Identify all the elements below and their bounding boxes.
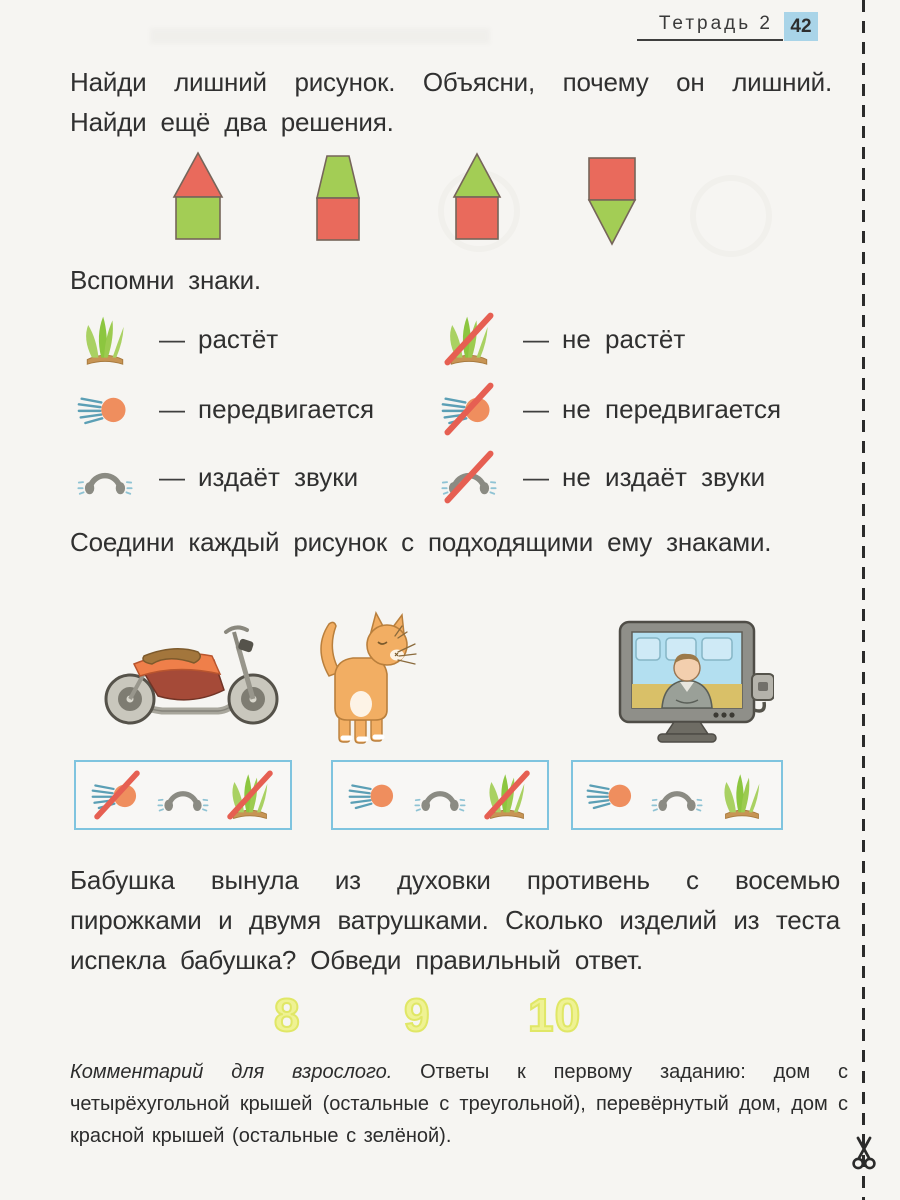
shape-house-trapezoid-roof[interactable] [311, 153, 365, 243]
bleed-through-text [150, 28, 490, 44]
task-connect-text: Соедини каждый рисунок с подходящими ему знаками. [70, 527, 772, 557]
answer-option-9[interactable]: 9 [404, 989, 431, 1041]
moves-icon [348, 769, 400, 821]
legend-label-moves: передвигается [198, 393, 375, 424]
grass-icon [716, 769, 768, 821]
sound-icon [651, 769, 703, 821]
moves-icon [586, 769, 638, 821]
moves-icon [77, 381, 133, 437]
shape-house-red-roof-green-body[interactable] [171, 150, 225, 242]
legend-label-grows: растёт [198, 323, 279, 354]
legend-dash: — [523, 461, 549, 492]
answer-option-8[interactable]: 8 [274, 989, 301, 1041]
legend-row-moves [64, 378, 374, 440]
task-grandma-text: Бабушка вынула из духовки противень с восемью пирожками и двумя ватрушками. Сколько изделий из теста испекла бабушка? Обведи правильный ответ. [70, 865, 840, 975]
adult-comment-text: Ответы к первому заданию: дом с четырёхугольной крышей (остальные с треугольной), перевёрнутый дом, дом с красной крышей (остальные с зелёной). [70, 1061, 848, 1147]
moves-crossed-icon [441, 381, 497, 437]
page-header [637, 12, 818, 41]
motorcycle-picture[interactable] [100, 612, 285, 735]
legend-dash: — [159, 461, 185, 492]
sign-box-3[interactable] [571, 760, 783, 830]
makes-sound-icon [77, 449, 133, 505]
adult-comment [70, 1056, 848, 1152]
page-number-badge: 42 [784, 12, 818, 41]
grass-icon [77, 311, 133, 367]
cut-line [862, 0, 865, 1200]
answer-option-10[interactable]: 10 [528, 989, 582, 1041]
legend-dash: — [159, 323, 185, 354]
cat-picture[interactable] [305, 608, 417, 753]
legend-label-sound: издаёт звуки [198, 461, 359, 492]
legend-row-sound [64, 446, 358, 508]
grass-crossed-icon [441, 311, 497, 367]
bleed-through-circle [690, 175, 772, 257]
legend-label-not-grows: не растёт [562, 323, 686, 354]
notebook-label: Тетрадь 2 [637, 13, 783, 41]
grass-crossed-icon [224, 769, 276, 821]
television-picture[interactable] [614, 618, 774, 753]
scissors-icon [852, 1136, 876, 1179]
legend-label-not-sound: не издаёт звуки [562, 461, 766, 492]
makes-sound-crossed-icon [441, 449, 497, 505]
legend-row-not-grows [428, 308, 685, 370]
sound-icon [414, 769, 466, 821]
sign-box-1[interactable] [74, 760, 292, 830]
legend-dash: — [523, 323, 549, 354]
legend-dash: — [159, 393, 185, 424]
grass-crossed-icon [481, 769, 533, 821]
sign-box-2[interactable] [331, 760, 549, 830]
shape-house-inverted[interactable] [586, 155, 638, 247]
moves-crossed-icon [91, 769, 143, 821]
legend-row-grows [64, 308, 278, 370]
legend-dash: — [523, 393, 549, 424]
legend-row-not-sound [428, 446, 765, 508]
task-find-odd-text: Найди лишний рисунок. Объясни, почему он лишний. Найди ещё два решения. [70, 67, 832, 137]
legend-row-not-moves [428, 378, 781, 440]
adult-comment-lead: Комментарий для взрослого. [70, 1061, 393, 1083]
sound-icon [157, 769, 209, 821]
shape-house-green-roof-red-body[interactable] [450, 151, 504, 242]
remember-signs-heading: Вспомни знаки. [70, 265, 261, 295]
legend-label-not-moves: не передвигается [562, 393, 782, 424]
